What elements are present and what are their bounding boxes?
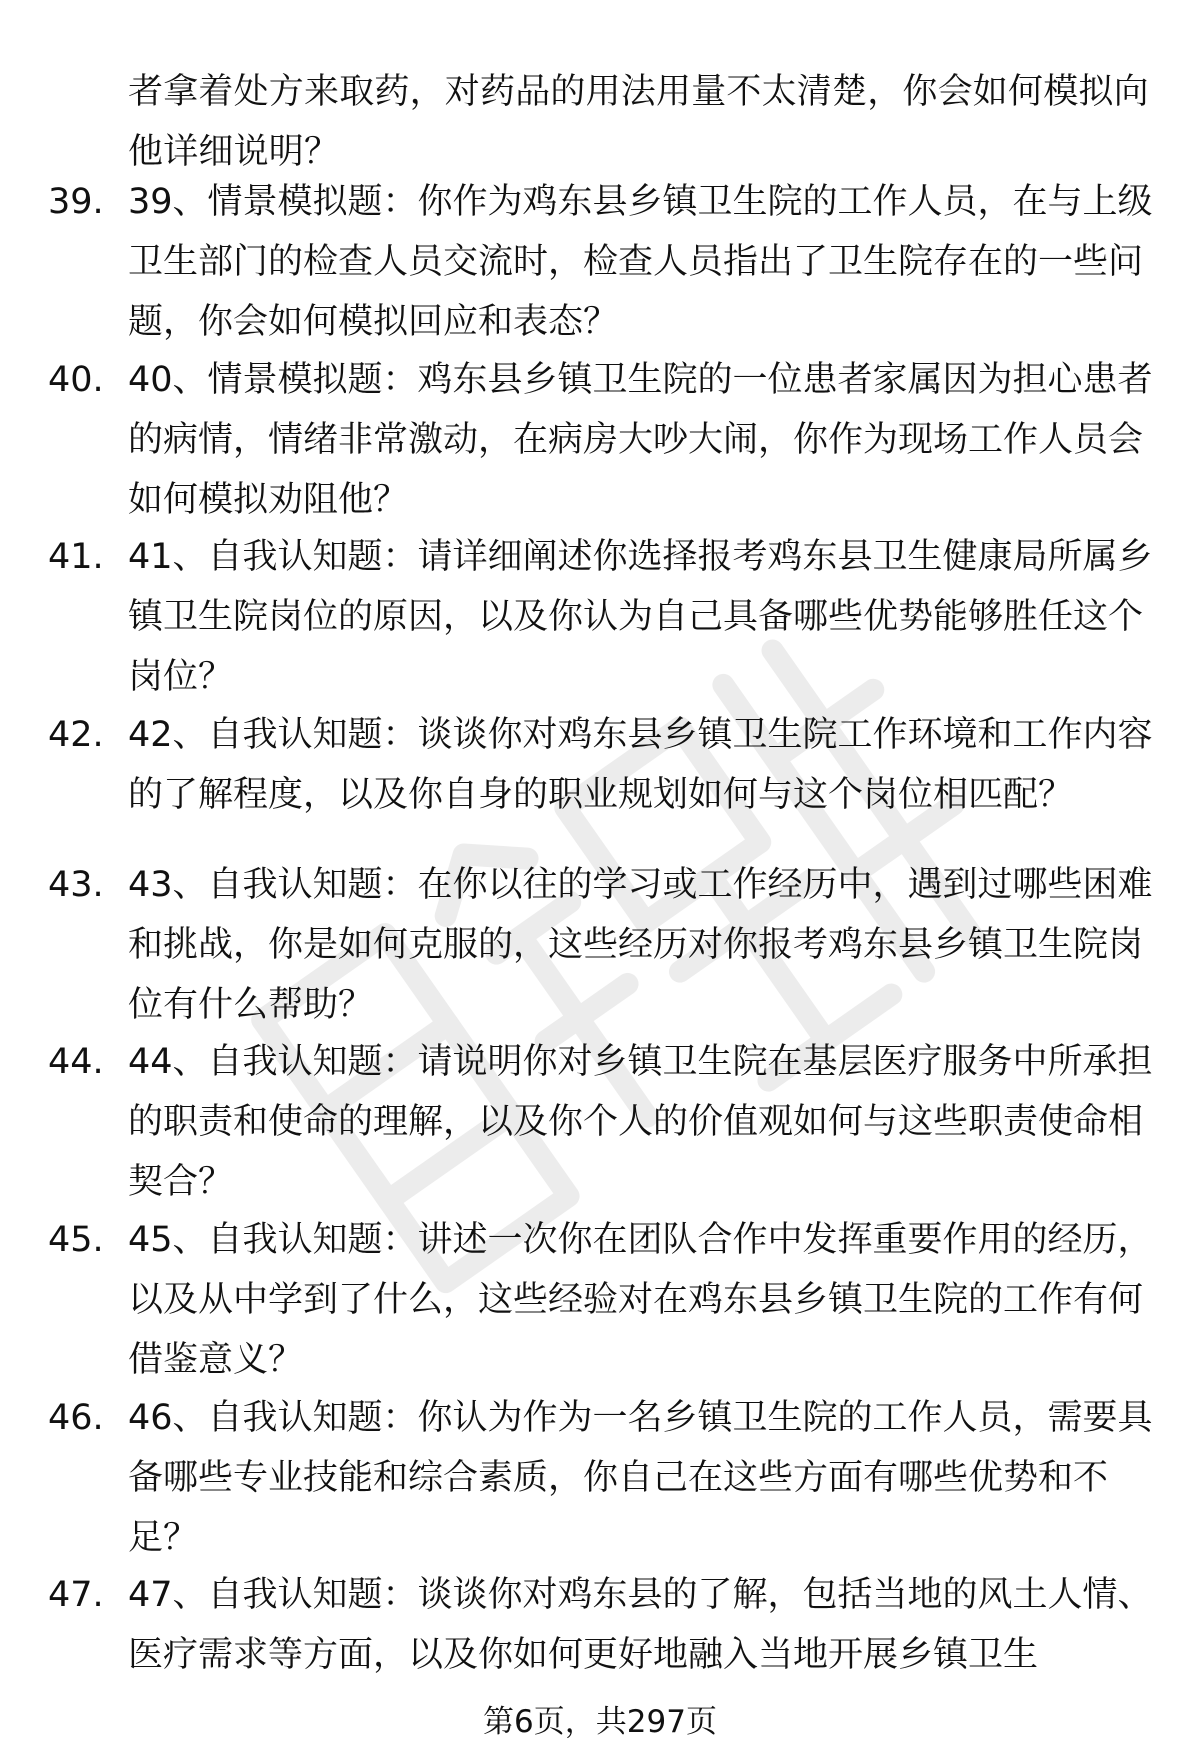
- item-text: 45、自我认知题：讲述一次你在团队合作中发挥重要作用的经历，以及从中学到了什么，这些经验对在鸡东县乡镇卫生院的工作有何借鉴意义？: [128, 1220, 1153, 1380]
- item-number: 40.: [48, 360, 104, 400]
- item-number: 45.: [48, 1220, 104, 1260]
- item-number: 41.: [48, 537, 104, 577]
- item-text: 39、情景模拟题：你作为鸡东县乡镇卫生院的工作人员，在与上级卫生部门的检查人员交流时，检查人员指出了卫生院存在的一些问题，你会如何模拟回应和表态？: [128, 182, 1153, 342]
- item-number: 39.: [48, 182, 104, 222]
- item-number: 43.: [48, 865, 104, 905]
- item-text: 42、自我认知题：谈谈你对鸡东县乡镇卫生院工作环境和工作内容的了解程度，以及你自身的职业规划如何与这个岗位相匹配？: [128, 715, 1153, 815]
- item-text: 41、自我认知题：请详细阐述你选择报考鸡东县卫生健康局所属乡镇卫生院岗位的原因，以及你认为自己具备哪些优势能够胜任这个岗位？: [128, 537, 1153, 697]
- item-text: 40、情景模拟题：鸡东县乡镇卫生院的一位患者家属因为担心患者的病情，情绪非常激动，在病房大吵大闹，你作为现场工作人员会如何模拟劝阻他？: [128, 360, 1153, 520]
- item-number: 44.: [48, 1042, 104, 1082]
- item-text: 43、自我认知题：在你以往的学习或工作经历中，遇到过哪些困难和挑战，你是如何克服的，这些经历对你报考鸡东县乡镇卫生院岗位有什么帮助？: [128, 865, 1153, 1025]
- item-text: 44、自我认知题：请说明你对乡镇卫生院在基层医疗服务中所承担的职责和使命的理解，以及你个人的价值观如何与这些职责使命相契合？: [128, 1042, 1153, 1202]
- item-text: 47、自我认知题：谈谈你对鸡东县的了解，包括当地的风土人情、医疗需求等方面，以及你如何更好地融入当地开展乡镇卫生: [128, 1575, 1153, 1675]
- continuation-paragraph: 者拿着处方来取药，对药品的用法用量不太清楚，你会如何模拟向他详细说明？: [128, 72, 1149, 172]
- item-number: 46.: [48, 1398, 104, 1438]
- item-number: 42.: [48, 715, 104, 755]
- item-number: 47.: [48, 1575, 104, 1615]
- page-footer: 第6页，共297页: [483, 1704, 717, 1740]
- item-text: 46、自我认知题：你认为作为一名乡镇卫生院的工作人员，需要具备哪些专业技能和综合素质，你自己在这些方面有哪些优势和不足？: [128, 1398, 1153, 1558]
